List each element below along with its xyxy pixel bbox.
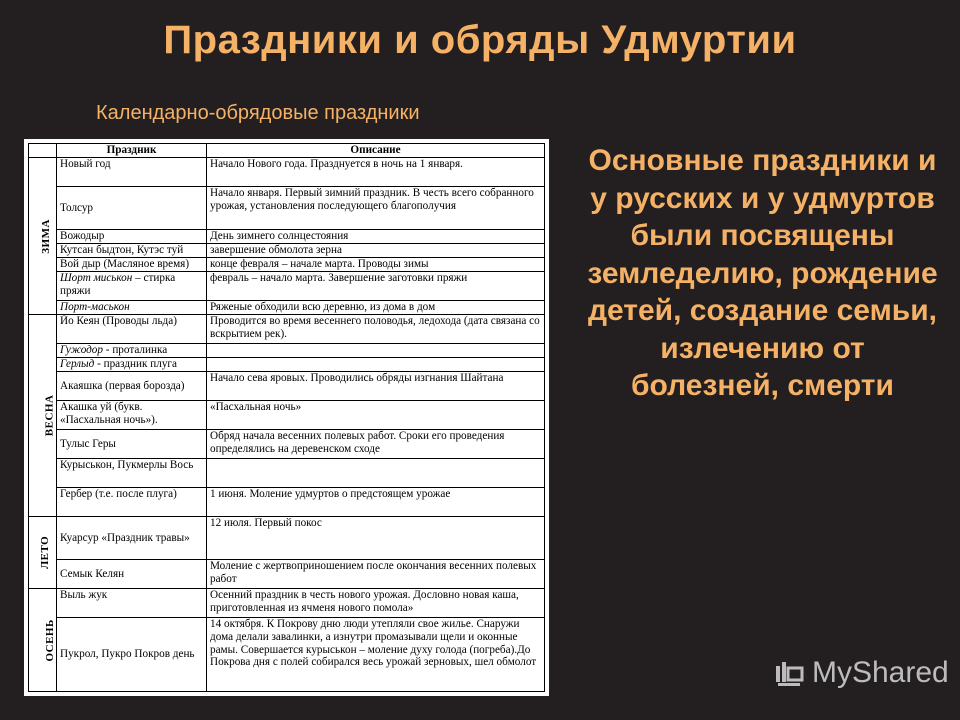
description-cell: Обряд начала весенних полевых работ. Сроки его проведения определялись на деревенском сходе (207, 430, 545, 459)
header-season (29, 144, 57, 158)
description-cell: Осенний праздник в честь нового урожая. Дословно новая каша, приготовленная из ячменя нового помола» (207, 589, 545, 618)
description-cell: завершение обмолота зерна (207, 244, 545, 258)
side-text: Основные праздники и у русских и у удмуртов были посвящены земледелию, рождение детей, создание семьи, излечению от болезней, смерти (587, 144, 938, 402)
holidays-table-image (24, 139, 549, 696)
description-cell: 1 июня. Моление удмуртов о предстоящем урожае (207, 488, 545, 517)
watermark-text: MyShared (812, 656, 949, 689)
description-cell (207, 459, 545, 488)
description-cell: Начало Нового года. Празднуется в ночь на 1 января. (207, 158, 545, 187)
description-cell: Начало сева яровых. Проводились обряды изгнания Шайтана (207, 372, 545, 401)
holiday-cell: Йо Кеян (Проводы льда) (57, 315, 207, 344)
description-cell: конце февраля – начале марта. Проводы зимы (207, 258, 545, 272)
description-cell: «Пасхальная ночь» (207, 401, 545, 430)
description-cell: Ряженые обходили всю деревню, из дома в дом (207, 301, 545, 315)
holiday-cell: Тулыс Геры (57, 430, 207, 459)
holiday-cell: Семык Келян (57, 560, 207, 589)
holiday-cell: Герлыд - праздник плуга (57, 358, 207, 372)
holiday-cell: Курыськон, Пукмерлы Вось (57, 459, 207, 488)
holiday-cell: Шорт миськон – стирка пряжи (57, 272, 207, 301)
holiday-cell: Вожодыр (57, 230, 207, 244)
holidays-table (28, 143, 545, 692)
description-cell: Моление с жертвоприношением после окончания весенних полевых работ (207, 560, 545, 589)
description-cell (207, 358, 545, 372)
holiday-cell: Порт-маськон (57, 301, 207, 315)
season-winter: ЗИМА (29, 158, 57, 315)
holiday-cell: Куарсур «Праздник травы» (57, 517, 207, 560)
page-title: Праздники и обряды Удмуртии (163, 18, 797, 62)
header-description: Описание (207, 144, 545, 158)
holiday-cell: Новый год (57, 158, 207, 187)
description-cell: февраль – начало марта. Завершение заготовки пряжи (207, 272, 545, 301)
watermark (774, 656, 949, 690)
holiday-cell: Толсур (57, 187, 207, 230)
holiday-cell: Вой дыр (Масляное время) (57, 258, 207, 272)
season-spring: ВЕСНА (29, 315, 57, 517)
header-holiday: Праздник (57, 144, 207, 158)
holiday-cell: Акаяшка (первая борозда) (57, 372, 207, 401)
description-cell: День зимнего солнцестояния (207, 230, 545, 244)
description-cell: 12 июля. Первый покос (207, 517, 545, 560)
holiday-cell: Кутсан быдтон, Кутэс туй (57, 244, 207, 258)
season-summer: ЛЕТО (29, 517, 57, 589)
holiday-cell: Выль жук (57, 589, 207, 618)
myshared-logo-icon (774, 658, 806, 688)
description-cell: Проводится во время весеннего половодья, ледохода (дата связана со вскрытием рек). (207, 315, 545, 344)
subtitle: Календарно-обрядовые праздники (96, 102, 420, 124)
description-cell (207, 344, 545, 358)
holiday-cell: Пукрол, Пукро Покров день (57, 618, 207, 692)
holiday-cell: Гербер (т.е. после плуга) (57, 488, 207, 517)
holiday-cell: Гужодор - проталинка (57, 344, 207, 358)
season-autumn: ОСЕНЬ (29, 589, 57, 692)
holiday-cell: Акашка уй (букв. «Пасхальная ночь»). (57, 401, 207, 430)
description-cell: 14 октября. К Покрову дню люди утепляли свое жилье. Снаружи дома делали завалинки, а изнутри промазывали щели и оконные рамы. Совершается курыськон – моление духу голода (погреба).До Покрова дня с полей собирался весь урожай зерновых, шел обмолот (207, 618, 545, 692)
description-cell: Начало января. Первый зимний праздник. В честь всего собранного урожая, установления последующего благополучия (207, 187, 545, 230)
